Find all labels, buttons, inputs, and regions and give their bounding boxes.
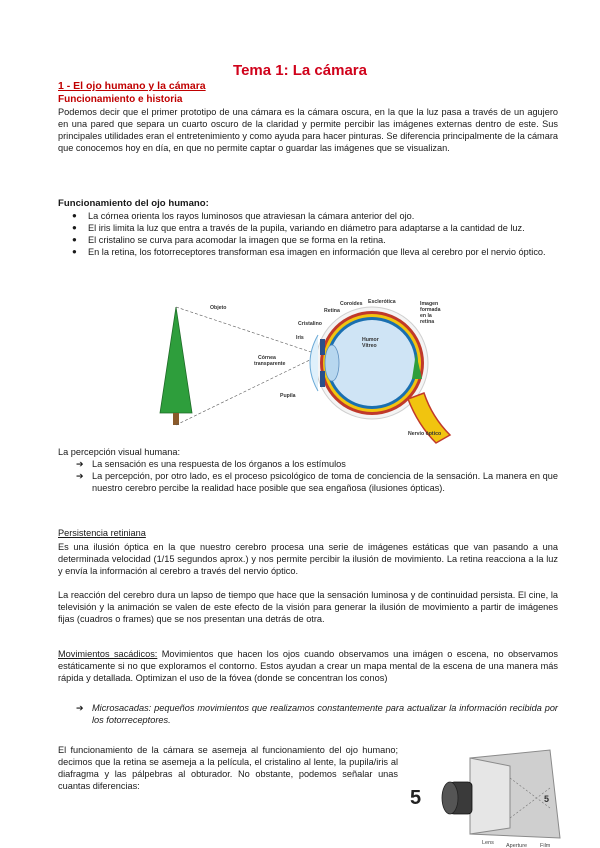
list-item: ● La córnea orienta los rayos luminosos que atraviesan la cámara anterior del ojo. <box>58 210 558 222</box>
label-retina: Retina <box>324 308 340 314</box>
camera-compare-paragraph: El funcionamiento de la cámara se asemeja al funcionamiento del ojo humano; decimos que la retina se asemeja a la película, el cristalino al lente, la pupila/iris al diafragma y las pálpebras al obturador. No obstante, podemos señalar unas cuantas diferencias: <box>58 745 398 791</box>
label-humor-2: Vítreo <box>362 343 377 349</box>
list-item: ➔ La sensación es una respuesta de los órganos a los estímulos <box>58 458 558 470</box>
section-subheading: Funcionamiento e historia <box>58 94 183 105</box>
eye-function-heading: Funcionamiento del ojo humano: <box>58 198 209 209</box>
label-film: Film <box>540 843 551 848</box>
camera-big-label: 5 <box>410 787 422 809</box>
label-imagen-1: Imagen <box>420 301 439 307</box>
saccades-list <box>58 702 558 726</box>
label-imagen-3: en la <box>420 313 432 319</box>
list-item: ➔ La percepción, por otro lado, es el proceso psicológico de toma de conciencia de la sensación. La manera en que nuestro cerebro percibe la realidad hace posible que sea engañosa (ilusiones ópticas). <box>58 470 558 494</box>
list-item: ➔ Microsacadas: pequeños movimientos que realizamos constantemente para actualizar la información recibida por los fotorreceptores. <box>58 702 558 726</box>
page-title: Tema 1: La cámara <box>233 62 367 79</box>
label-cornea-1: Córnea <box>258 355 276 361</box>
camera-diagram <box>400 748 565 848</box>
list-item: ● El cristalino se curva para acomodar la imagen que se forma en la retina. <box>58 234 558 246</box>
label-pupila: Pupila <box>280 393 296 399</box>
label-aperture: Aperture <box>506 843 528 848</box>
camera-small-label: 5 <box>544 794 550 804</box>
section-heading: 1 - El ojo humano y la cámara <box>58 80 206 92</box>
label-iris: Iris <box>296 335 304 341</box>
label-imagen-4: retina <box>420 319 435 325</box>
label-cornea-2: transparente <box>254 361 286 367</box>
label-objeto: Objeto <box>210 305 227 311</box>
persistence-paragraph-2: La reacción del cerebro dura un lapso de tiempo que hace que la sensación luminosa y de continuidad persista. El cine, la televisión y la animación se valen de este efecto de la visión para generar la ilusión de movimiento a partir de imágenes fijas (cuadros o frames) que se nos presentan una detrás de otra. <box>58 590 558 624</box>
label-humor-1: Humor <box>362 337 379 343</box>
eyeball-icon <box>310 307 450 443</box>
camera-body-icon <box>442 750 560 838</box>
label-cristalino: Cristalino <box>298 321 322 327</box>
label-lens: Lens <box>482 840 494 846</box>
label-coroides: Coroides <box>340 301 363 307</box>
persistence-paragraph-1: Es una ilusión óptica en la que nuestro cerebro procesa una serie de imágenes estáticas que van pasando a una determinada velocidad (1/15 segundos aprox.) y nos permite percibir la ilusión de movimiento. La retina reacciona a la luz y envía la información al cerebro a través del nervio óptico. <box>58 542 558 576</box>
eye-function-list <box>58 210 558 258</box>
persistence-heading: Persistencia retiniana <box>58 528 146 538</box>
tree-object-icon <box>160 307 192 425</box>
saccades-paragraph <box>58 648 558 684</box>
label-esclerotica: Esclerótica <box>368 299 396 305</box>
perception-list <box>58 458 558 494</box>
saccades-text: Movimientos que hacen los ojos cuando observamos una imágen o escena, no observamos estáticamente si no que exploramos el contorno. Estos ayudan a crear un mapa mental de la escena de una manera más rápida y detallada. Optimizan el uso de la fóvea (donde se concentran los conos) <box>58 649 558 683</box>
list-item: ● En la retina, los fotorreceptores transforman esa imagen en información que lleva al cerebro por el nervio óptico. <box>58 246 558 258</box>
saccades-term: Movimientos sacádicos: <box>58 649 158 659</box>
label-imagen-2: formada <box>420 307 441 313</box>
perception-intro: La percepción visual humana: <box>58 447 181 457</box>
list-item: ● El iris limita la luz que entra a través de la pupila, variando en diámetro para adaptarse a la cantidad de luz. <box>58 222 558 234</box>
eye-diagram <box>150 295 460 445</box>
label-nervio: Nervio óptico <box>408 431 442 437</box>
intro-paragraph: Podemos decir que el primer prototipo de una cámara es la cámara oscura, en la que la luz pasa a través de un agujero en una pared que separa un cuarto oscuro de la claridad y permite percibir las imágenes externas dentro de este. Sus principales utilidades eran el entretenimiento y como ayuda para hacer pinturas. Se diferencia principalmente de la cámara que conocemos hoy en día, en que no permite captar o guardar las imágenes que se visualizan. <box>58 107 558 153</box>
